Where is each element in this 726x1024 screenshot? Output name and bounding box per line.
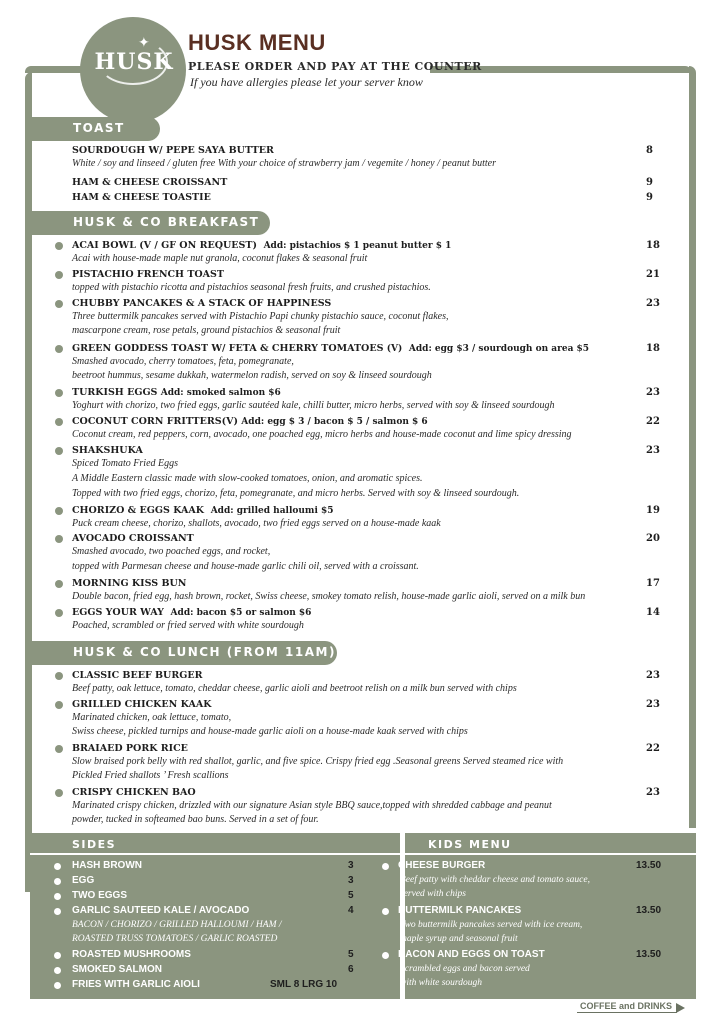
sides-kids-panel	[30, 833, 696, 999]
page-title: HUSK MENU	[188, 30, 326, 55]
kids-item-price: 13.50	[636, 860, 662, 871]
breakfast-heading: HUSK & CO BREAKFAST	[73, 215, 260, 229]
menu-item-name: CHUBBY PANCAKES & A STACK OF HAPPINESS	[72, 298, 332, 309]
lunch-section-header	[25, 641, 337, 665]
menu-item-price: 23	[646, 445, 660, 456]
menu-item-price: 17	[646, 578, 660, 589]
menu-item-name: EGGS YOUR WAY Add: bacon $5 or salmon $6	[72, 607, 312, 618]
coffee-drinks-link[interactable]: COFFEE and DRINKS	[580, 1001, 673, 1011]
bird-icon: ✦	[138, 35, 150, 51]
kids-item-name: CHEESE BURGER	[398, 860, 486, 871]
kids-item-price: 13.50	[636, 905, 662, 916]
side-item-desc: ROASTED TRUSS TOMATOES / GARLIC ROASTED	[72, 934, 278, 944]
menu-item-desc: beetroot hummus, sesame dukkah, watermelon radish, served on soy & linseed sourdough	[72, 370, 432, 381]
bullet	[382, 952, 389, 959]
bullet	[55, 609, 63, 617]
menu-item-name: BRAIAED PORK RICE	[72, 743, 188, 754]
menu-item-name: CHORIZO & EGGS KAAK Add: grilled halloumi $5	[72, 505, 334, 516]
bullet	[55, 580, 63, 588]
kids-item-desc: with white sourdough	[400, 978, 482, 988]
menu-item-name: AVOCADO CROISSANT	[72, 533, 194, 544]
allergy-note: If you have allergies please let your server know	[190, 75, 423, 89]
menu-item-desc: White / soy and linseed / gluten free With your choice of strawberry jam / vegemite / honey / peanut butter	[72, 158, 496, 169]
toast-section-header	[25, 117, 160, 141]
menu-item-desc: mascarpone cream, rose petals, ground pistachios & seasonal fruit	[72, 325, 341, 336]
kids-heading: KIDS MENU	[428, 838, 512, 851]
menu-item-desc: Coconut cream, red peppers, corn, avocado, one poached egg, micro herbs and house-made coconut and lime spicy dressing	[72, 429, 572, 440]
menu-item-desc: Marinated chicken, oak lettuce, tomato,	[72, 712, 232, 723]
bullet	[54, 908, 61, 915]
menu-item-name: SOURDOUGH W/ PEPE SAYA BUTTER	[72, 145, 274, 156]
menu-item-price: 21	[646, 269, 660, 280]
frame-right	[689, 66, 696, 828]
menu-item-desc: Three buttermilk pancakes served with Pistachio Papi chunky pistachio sauce, coconut flakes,	[72, 311, 449, 322]
lunch-heading: HUSK & CO LUNCH (FROM 11AM)	[73, 645, 336, 659]
menu-item-desc: Beef patty, oak lettuce, tomato, cheddar cheese, garlic aioli and beetroot relish on a milk bun served with chips	[72, 683, 517, 694]
menu-item-price: 14	[646, 607, 660, 618]
side-item-name: FRIES WITH GARLIC AIOLI	[72, 979, 200, 990]
logo-text: HUSK	[94, 49, 174, 75]
menu-item-name: SHAKSHUKA	[72, 445, 143, 456]
menu-item-price: 19	[646, 505, 660, 516]
bullet	[54, 952, 61, 959]
menu-item-price: 9	[646, 177, 653, 188]
bullet	[55, 271, 63, 279]
husk-logo	[80, 17, 186, 123]
side-item-name: TWO EGGS	[72, 890, 127, 901]
frame-left	[25, 72, 32, 892]
bullet	[55, 300, 63, 308]
kids-item-name: BACON AND EGGS ON TOAST	[398, 949, 545, 960]
kids-item-desc: maple syrup and seasonal fruit	[400, 934, 518, 944]
side-item-price: 5	[348, 949, 354, 960]
bullet	[54, 982, 61, 989]
menu-item-desc: topped with Parmesan cheese and house-made garlic chili oil, served with a croissant.	[72, 561, 419, 572]
bullet	[382, 863, 389, 870]
bullet	[55, 242, 63, 250]
add-on-note: Add: pistachios $ 1 peanut butter $ 1	[263, 241, 452, 251]
menu-item-price: 20	[646, 533, 660, 544]
side-item-desc: BACON / CHORIZO / GRILLED HALLOUMI / HAM /	[72, 920, 282, 930]
add-on-note: Add: grilled halloumi $5	[210, 506, 334, 516]
side-item-name: HASH BROWN	[72, 860, 142, 871]
menu-item-price: 18	[646, 343, 660, 354]
menu-item-price: 23	[646, 787, 660, 798]
menu-item-desc: Double bacon, fried egg, hash brown, rocket, Swiss cheese, smokey tomato relish, house-made garlic aioli, served on a milk bun	[72, 591, 586, 602]
menu-item-name: HAM & CHEESE CROISSANT	[72, 177, 228, 188]
menu-item-price: 23	[646, 699, 660, 710]
breakfast-section-header	[25, 211, 270, 235]
bullet	[55, 389, 63, 397]
side-item-name: GARLIC SAUTEED KALE / AVOCADO	[72, 905, 250, 916]
menu-item-name: HAM & CHEESE TOASTIE	[72, 192, 211, 203]
menu-item-desc: Yoghurt with chorizo, two fried eggs, garlic sautéed kale, chilli butter, micro herbs, served with soy & linseed sourdough	[72, 400, 555, 411]
kids-item-desc: Two buttermilk pancakes served with ice cream,	[400, 920, 583, 930]
bullet	[54, 893, 61, 900]
add-on-note: Add: egg $ 3 / bacon $ 5 / salmon $ 6	[241, 417, 428, 427]
bullet	[55, 789, 63, 797]
side-item-name: ROASTED MUSHROOMS	[72, 949, 191, 960]
menu-item-name: GRILLED CHICKEN KAAK	[72, 699, 212, 710]
menu-item-desc: Slow braised pork belly with red shallot, garlic, and five spice. Crispy fried egg .Seasonal greens Served steamed rice with	[72, 756, 564, 767]
divider	[30, 853, 400, 855]
bullet	[382, 908, 389, 915]
menu-item-name: ACAI BOWL (V / GF ON REQUEST) Add: pistachios $ 1 peanut butter $ 1	[72, 240, 452, 251]
bullet	[55, 535, 63, 543]
bullet	[55, 745, 63, 753]
menu-item-desc: A Middle Eastern classic made with slow-cooked tomatoes, onion, and aromatic spices.	[72, 473, 423, 484]
menu-item-price: 23	[646, 670, 660, 681]
bullet	[55, 672, 63, 680]
coffee-link-underline	[577, 1012, 677, 1013]
menu-item-desc: Poached, scrambled or fried served with white sourdough	[72, 620, 304, 631]
menu-item-name: CLASSIC BEEF BURGER	[72, 670, 203, 681]
sides-heading: SIDES	[72, 838, 117, 851]
kids-item-name: BUTTERMILK PANCAKES	[398, 905, 522, 916]
side-item-price: 4	[348, 905, 354, 916]
add-on-note: Add: egg $3 / sourdough on area $5	[408, 344, 590, 354]
menu-item-desc: Pickled Fried shallots ’ Fresh scallions	[72, 770, 229, 781]
side-item-name: SMOKED SALMON	[72, 964, 162, 975]
menu-item-price: 23	[646, 387, 660, 398]
add-on-note: Add: smoked salmon $6	[160, 388, 281, 398]
side-item-price: 3	[348, 875, 354, 886]
menu-item-desc: topped with pistachio ricotta and pistachios seasonal fresh fruits, and crushed pistachios.	[72, 282, 431, 293]
menu-item-desc: Acai with house-made maple nut granola, coconut flakes & seasonal fruit	[72, 253, 368, 264]
bullet	[54, 863, 61, 870]
kids-item-desc: Scrambled eggs and bacon served	[400, 964, 530, 974]
menu-item-name: CRISPY CHICKEN BAO	[72, 787, 196, 798]
menu-item-name: COCONUT CORN FRITTERS(V) Add: egg $ 3 / bacon $ 5 / salmon $ 6	[72, 416, 428, 427]
side-item-price: SML 8 LRG 10	[270, 979, 338, 990]
menu-item-price: 23	[646, 298, 660, 309]
bullet	[55, 507, 63, 515]
kids-item-desc: served with chips	[400, 889, 466, 899]
menu-item-price: 8	[646, 145, 653, 156]
menu-item-desc: Spiced Tomato Fried Eggs	[72, 458, 179, 469]
add-on-note: Add: bacon $5 or salmon $6	[170, 608, 312, 618]
bullet	[55, 418, 63, 426]
bullet	[54, 967, 61, 974]
menu-item-desc: Smashed avocado, two poached eggs, and rocket,	[72, 546, 271, 557]
bullet	[55, 345, 63, 353]
kids-item-desc: Beef patty with cheddar cheese and tomato sauce,	[400, 875, 590, 885]
bullet	[55, 447, 63, 455]
kids-item-price: 13.50	[636, 949, 662, 960]
menu-item-price: 22	[646, 743, 660, 754]
side-item-name: EGG	[72, 875, 95, 886]
toast-heading: TOAST	[73, 121, 125, 135]
menu-item-desc: Smashed avocado, cherry tomatoes, feta, pomegranate,	[72, 356, 294, 367]
menu-item-price: 18	[646, 240, 660, 251]
menu-item-price: 22	[646, 416, 660, 427]
menu-item-desc: Topped with two fried eggs, chorizo, feta, pomegranate, and micro herbs. Served with soy & linseed sourdough.	[72, 488, 520, 499]
order-instructions: PLEASE ORDER AND PAY AT THE COUNTER	[188, 60, 482, 73]
menu-item-name: TURKISH EGGS Add: smoked salmon $6	[72, 387, 281, 398]
arrow-right-icon[interactable]	[676, 1003, 685, 1013]
side-item-price: 5	[348, 890, 354, 901]
menu-item-name: MORNING KISS BUN	[72, 578, 187, 589]
menu-item-desc: Puck cream cheese, chorizo, shallots, avocado, two fried eggs served on a house-made kaak	[72, 518, 441, 529]
menu-item-desc: Swiss cheese, pickled turnips and house-made garlic aioli on a house-made kaak served with chips	[72, 726, 468, 737]
menu-item-name: PISTACHIO FRENCH TOAST	[72, 269, 224, 280]
bullet	[54, 878, 61, 885]
bullet	[55, 701, 63, 709]
side-item-price: 3	[348, 860, 354, 871]
divider	[405, 853, 696, 855]
menu-item-price: 9	[646, 192, 653, 203]
side-item-price: 6	[348, 964, 354, 975]
menu-item-desc: Marinated crispy chicken, drizzled with our signature Asian style BBQ sauce,topped with shredded cabbage and peanut	[72, 800, 552, 811]
menu-item-name: GREEN GODDESS TOAST W/ FETA & CHERRY TOMATOES (V) Add: egg $3 / sourdough on area $5	[72, 343, 590, 354]
menu-item-desc: powder, tucked in softeamed bao buns. Served in a set of four.	[72, 814, 319, 825]
